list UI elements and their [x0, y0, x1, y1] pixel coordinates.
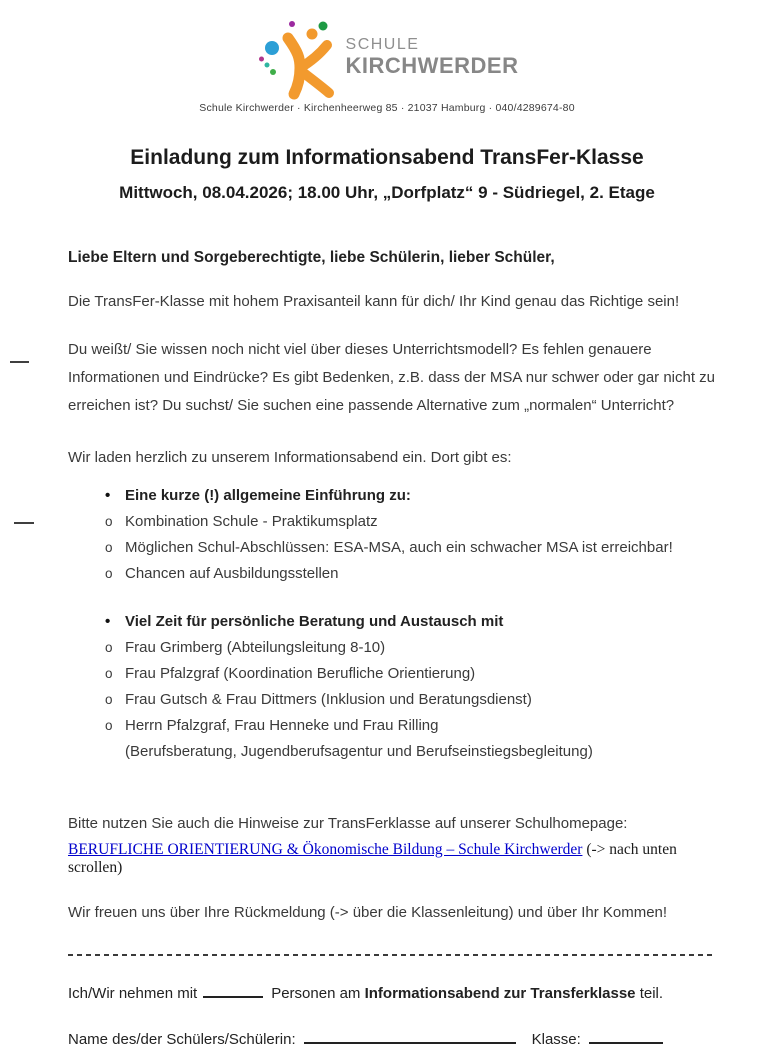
- circle-bullet-icon: o: [105, 540, 113, 555]
- class-label: Klasse:: [531, 1031, 581, 1048]
- class-blank: [589, 1029, 663, 1044]
- reply-form-line-attendance: [68, 983, 716, 1002]
- circle-bullet-icon: o: [105, 692, 113, 707]
- list-item-label: Frau Gutsch & Frau Dittmers (Inklusion und Beratungsdienst): [125, 691, 532, 708]
- logo-blue-dot: [265, 41, 279, 55]
- school-logo: [0, 18, 774, 96]
- bullet-list-introduction: [68, 483, 716, 587]
- logo-text: [346, 37, 519, 77]
- fold-mark-top: [10, 361, 29, 363]
- list-item: [68, 535, 716, 561]
- attendance-text-pre: Ich/Wir nehmen mit: [68, 985, 198, 1002]
- list-heading-label: Eine kurze (!) allgemeine Einführung zu:: [125, 487, 411, 504]
- cut-here-dashed-line: [68, 954, 716, 956]
- bullet-icon: •: [105, 487, 111, 504]
- student-name-label: Name des/der Schülers/Schülerin:: [68, 1031, 296, 1048]
- circle-bullet-icon: o: [105, 566, 113, 581]
- document-title: Einladung zum Informationsabend TransFer-Klasse: [130, 146, 644, 169]
- logo-k-figure-icon: [256, 18, 340, 96]
- circle-bullet-icon: o: [105, 718, 113, 733]
- paragraph-closing: Wir freuen uns über Ihre Rückmeldung (-> über die Klassenleitung) und über Ihr Kommen!: [68, 904, 668, 921]
- paragraph-questions: Du weißt/ Sie wissen noch nicht viel über dieses Unterrichtsmodell? Es fehlen genauere Informationen und Eindrücke? Es gibt Bedenken, z.B. dass der MSA nur schwer oder gar nicht zu erreichen ist? Du suchst/ Sie suchen eine passende Alternative zum „normalen“ Unterricht?: [68, 341, 716, 414]
- list-item-label: Möglichen Schul-Abschlüssen: ESA-MSA, auch ein schwacher MSA ist erreichbar!: [125, 539, 673, 556]
- paragraph-intro: Die TransFer-Klasse mit hohem Praxisanteil kann für dich/ Ihr Kind genau das Richtige sein!: [68, 293, 680, 310]
- list-item-label: Herrn Pfalzgraf, Frau Henneke und Frau Rilling: [125, 717, 439, 734]
- reply-form-line-name: [68, 1029, 716, 1048]
- attendance-text-post: teil.: [639, 985, 664, 1002]
- logo-head-dot: [306, 29, 317, 40]
- homepage-link-line: [68, 841, 716, 877]
- bullet-icon: •: [105, 613, 111, 630]
- document-subtitle: Mittwoch, 08.04.2026; 18.00 Uhr, „Dorfplatz“ 9 - Südriegel, 2. Etage: [119, 183, 655, 202]
- list-item-continuation: (Berufsberatung, Jugendberufsagentur und Berufseinstiegsbegleitung): [125, 743, 593, 760]
- fold-mark-bottom: [14, 522, 34, 524]
- list-heading: [68, 483, 716, 509]
- list-heading: [68, 609, 716, 635]
- circle-bullet-icon: o: [105, 640, 113, 655]
- logo-lightgreen-dot: [270, 69, 276, 75]
- letterhead-address: Schule Kirchwerder · Kirchenheerweg 85 · 21037 Hamburg · 040/4289674-80: [199, 102, 575, 114]
- list-item: [68, 635, 716, 661]
- logo-purple-dot: [289, 21, 295, 27]
- logo-text-schule: SCHULE: [345, 36, 420, 54]
- list-item: [68, 661, 716, 687]
- logo-k-leg-stroke: [300, 70, 329, 93]
- paragraph-invite: Wir laden herzlich zu unserem Informationsabend ein. Dort gibt es:: [68, 449, 512, 466]
- attendance-text-bold: Informationsabend zur Transferklasse: [364, 985, 636, 1002]
- list-item: [68, 561, 716, 587]
- homepage-link-suffix: (-> nach unten scrollen): [68, 841, 677, 876]
- list-item-label: Kombination Schule - Praktikumsplatz: [125, 513, 378, 530]
- logo-magenta-dot: [259, 57, 264, 62]
- circle-bullet-icon: o: [105, 514, 113, 529]
- list-item: [68, 687, 716, 713]
- circle-bullet-icon: o: [105, 666, 113, 681]
- letter-body: [0, 249, 774, 1048]
- list-item-label: Frau Grimberg (Abteilungsleitung 8-10): [125, 639, 386, 656]
- persons-count-blank: [203, 983, 263, 998]
- logo-teal-dot: [264, 63, 269, 68]
- list-item: [68, 509, 716, 535]
- list-item-label: Chancen auf Ausbildungsstellen: [125, 565, 339, 582]
- bullet-list-consultation: [68, 609, 716, 765]
- student-name-blank: [304, 1029, 516, 1044]
- list-item-label: Frau Pfalzgraf (Koordination Berufliche Orientierung): [125, 665, 476, 682]
- attendance-text-mid: Personen am: [271, 985, 361, 1002]
- list-heading-label: Viel Zeit für persönliche Beratung und Austausch mit: [125, 613, 504, 630]
- logo-text-kirchwerder: KIRCHWERDER: [345, 52, 519, 78]
- homepage-link[interactable]: BERUFLICHE ORIENTIERUNG & Ökonomische Bildung – Schule Kirchwerder: [68, 841, 583, 858]
- list-item: [68, 713, 716, 739]
- paragraph-homepage-intro: Bitte nutzen Sie auch die Hinweise zur TransFerklasse auf unserer Schulhomepage:: [68, 815, 628, 832]
- letterhead: [0, 0, 774, 114]
- logo-green-dot: [318, 22, 327, 31]
- salutation: Liebe Eltern und Sorgeberechtigte, liebe Schülerin, lieber Schüler,: [68, 249, 555, 266]
